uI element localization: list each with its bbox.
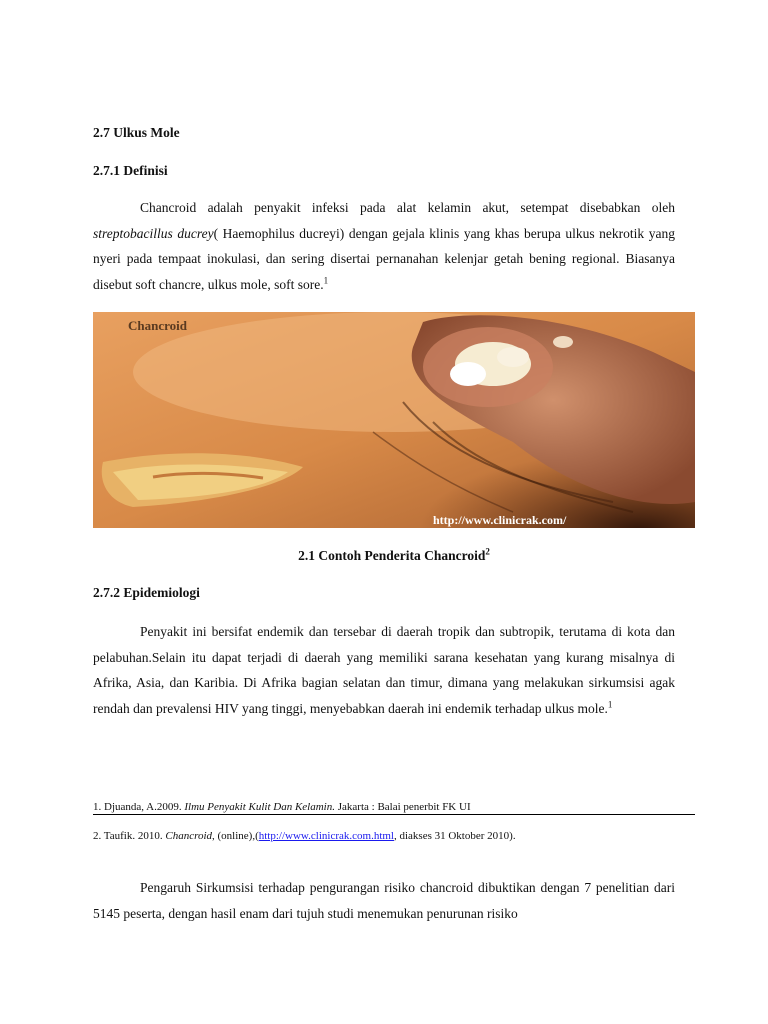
para2-text: Penyakit ini bersifat endemik dan tersebar di daerah tropik dan subtropik, terutama di kota dan pelabuhan.Selain itu dapat terjadi di daerah yang memiliki sarana kesehatan yang kurang misalnya di Afrika, Asia, dan Karibia. Di Afrika bagian selatan dan timur, dimana yang melakukan sirkumsisi agak rendah dan prevalensi HIV yang tinggi, menyebabkan daerah ini endemik terhadap ulkus mole. xyxy=(93,624,675,716)
fn1-italic: Ilmu Penyakit Kulit Dan Kelamin. xyxy=(184,801,335,813)
fn2-text-c: , diakses 31 Oktober 2010). xyxy=(393,830,516,842)
para1-text-a: Chancroid adalah penyakit infeksi pada alat kelamin akut, setempat disebabkan oleh xyxy=(140,200,675,215)
para1-italic: streptobacillus ducrey xyxy=(93,225,214,241)
fn2-text-b: , (online),( xyxy=(212,830,259,842)
footnote-2 xyxy=(93,830,516,842)
paragraph-definisi xyxy=(93,195,675,297)
fn2-text-a: 2. Taufik. 2010. xyxy=(93,830,166,842)
fn1-text-b: Jakarta : Balai penerbit FK UI xyxy=(334,801,471,813)
para3-text: Pengaruh Sirkumsisi terhadap pengurangan risiko chancroid dibuktikan dengan 7 penelitian dari 5145 peserta, dengan hasil enam dari tujuh studi menemukan penurunan risiko xyxy=(93,880,675,921)
para1-text-b: ( Haemophilus ducreyi) dengan gejala klinis yang khas berupa ulkus nekrotik yang nyeri pada tempaat inokulasi, dan sering disertai pernanahan kelenjar getah bening regional. Biasanya disebut soft chancre, ulkus mole, soft sore. xyxy=(93,225,675,292)
caption-text: 2.1 Contoh Penderita Chancroid xyxy=(298,548,486,563)
subsection-epidemiologi: 2.7.2 Epidemiologi xyxy=(93,585,200,600)
fn2-link[interactable]: http://www.clinicrak.com.html xyxy=(258,830,394,842)
photo-watermark: http://www.clinicrak.com/ xyxy=(433,513,567,527)
paragraph-sirkumsisi xyxy=(93,875,675,926)
footnote-1 xyxy=(93,801,695,815)
photo-label: Chancroid xyxy=(128,318,187,333)
section-heading: 2.7 Ulkus Mole xyxy=(93,125,180,140)
para2-ref: 1 xyxy=(607,699,613,709)
figure-caption xyxy=(93,548,695,564)
caption-ref: 2 xyxy=(485,546,490,557)
para1-ref: 1 xyxy=(323,275,329,285)
fn1-text-a: 1. Djuanda, A.2009. xyxy=(93,801,185,813)
paragraph-epidemiologi xyxy=(93,619,675,721)
subsection-definisi: 2.7.1 Definisi xyxy=(93,163,168,178)
fn2-italic: Chancroid xyxy=(165,830,213,842)
chancroid-photo xyxy=(93,312,695,528)
